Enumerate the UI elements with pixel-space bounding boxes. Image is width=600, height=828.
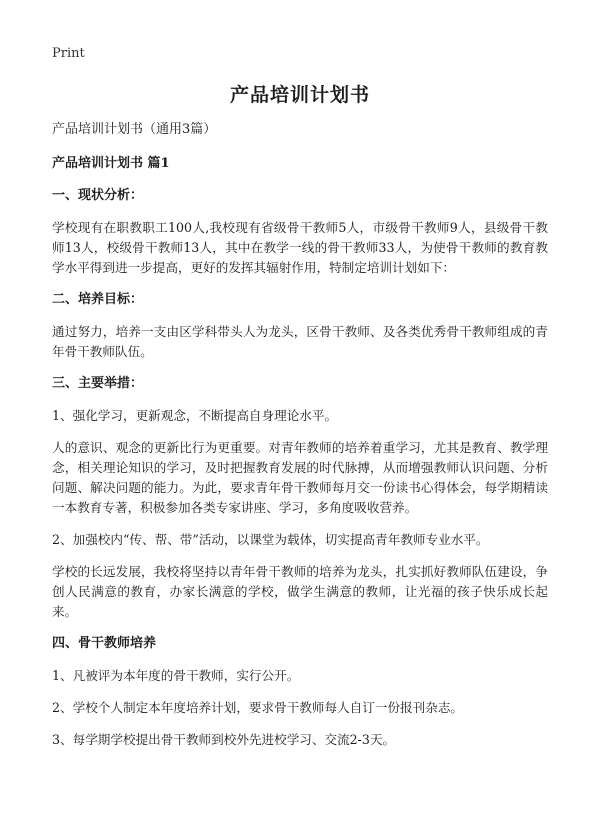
section-heading-4: 四、骨干教师培养 [52,636,157,651]
part-title: 产品培训计划书 篇1 [52,156,170,171]
section-3-paragraph-2: 人的意识、观念的更新比行为更重要。对青年教师的培养着重学习，尤其是教育、教学理念，相关理论知识的学习，及时把握教育发展的时代脉搏，从而增强教师认识问题、分析问题、解决问题的能力。为此，要求青年骨干教师每月交一份读书心得体会，每学期精读一本教育专著，积极参加各类专家讲座、学习，多角度吸收营养。 [52,440,548,515]
section-4-paragraph-2: 2、学校个人制定本年度培养计划，要求骨干教师每人自订一份报刊杂志。 [52,700,464,715]
section-3-paragraph-4: 学校的长远发展，我校将坚持以青年骨干教师的培养为龙头，扎实抓好教师队伍建设，争创人民满意的教育，办家长满意的学校，做学生满意的教师，让光福的孩子快乐成长起来。 [52,564,548,619]
section-heading-2: 二、培养目标： [52,292,144,307]
section-1-paragraph-1: 学校现有在职教职工100人,我校现有省级骨干教师5人，市级骨干教师9人，县级骨干教师13人，校级骨干教师13人，其中在教学一线的骨干教师33人，为使骨干教师的教育教学水平得到进一步提高，更好的发挥其辐射作用，特制定培训计划如下： [52,220,548,275]
section-4-paragraph-3: 3、每学期学校提出骨干教师到校外先进校学习、交流2-3天。 [52,732,396,747]
document-subtitle: 产品培训计划书（通用3篇） [52,122,217,137]
document-body [52,120,548,762]
section-4-paragraph-1: 1、凡被评为本年度的骨干教师，实行公开。 [52,668,300,683]
section-heading-1: 一、现状分析： [52,188,144,203]
section-2-paragraph-1: 通过努力，培养一支由区学科带头人为龙头，区骨干教师、及各类优秀骨干教师组成的青年骨干教师队伍。 [52,324,548,359]
section-heading-3: 三、主要举措： [52,376,144,391]
section-3-paragraph-1: 1、强化学习，更新观念，不断提高自身理论水平。 [52,408,338,423]
print-label[interactable]: Print [52,46,85,61]
page-title: 产品培训计划书 [229,84,370,106]
section-3-paragraph-3: 2、加强校内“传、帮、带”活动，以课堂为载体，切实提高青年教师专业水平。 [52,532,489,547]
